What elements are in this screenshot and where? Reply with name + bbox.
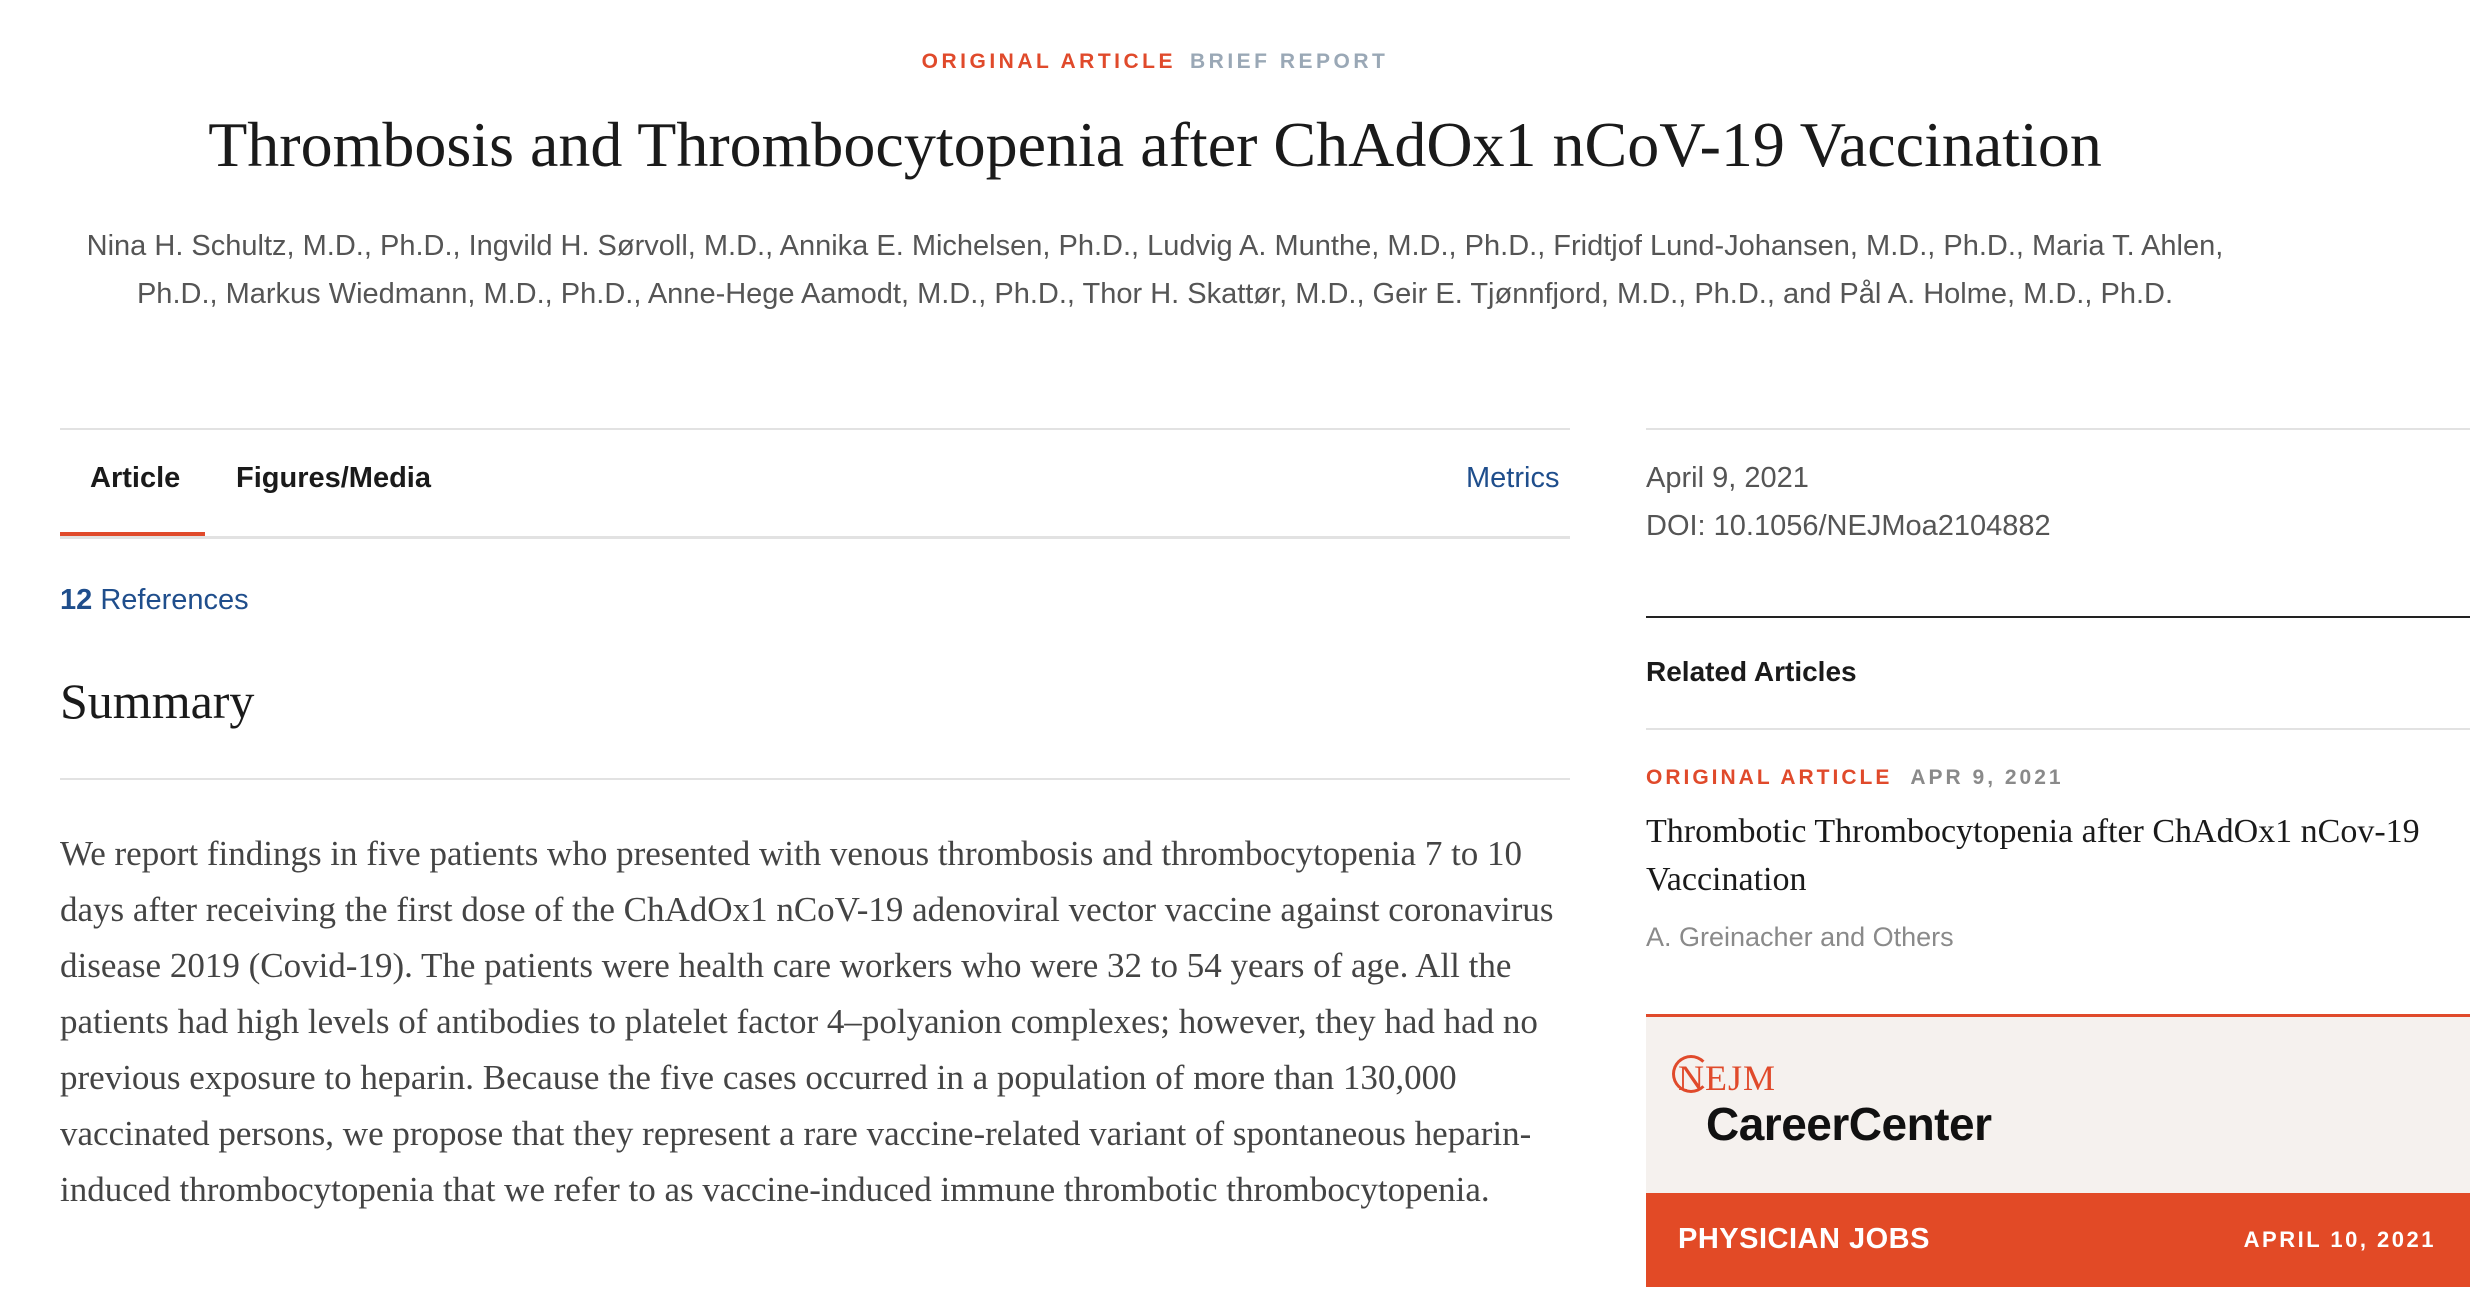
author-list[interactable]: Nina H. Schultz, M.D., Ph.D., Ingvild H. Sørvoll, M.D., Annika E. Michelsen, Ph.D., Ludvig A. Munthe, M.D., Ph.D., Fridtjof Lund-Johansen, M.D., Ph.D., Maria T. Ahlen, Ph.D., Markus Wiedmann, M.D., Ph.D., Anne-Hege Aamodt, M.D., Ph.D., Thor H. Skattør, M.D., Geir E. Tjønnfjord, M.D., Ph.D., and Pål A. Holme, M.D., Ph.D. <box>86 230 2224 310</box>
doi: DOI: 10.1056/NEJMoa2104882 <box>1646 510 2051 542</box>
active-tab-indicator <box>60 532 205 536</box>
references-link[interactable] <box>60 584 249 617</box>
metrics-link[interactable]: Metrics <box>1466 462 1560 494</box>
article-type-label[interactable]: ORIGINAL ARTICLE <box>921 50 1176 73</box>
references-count: 12 <box>60 584 93 616</box>
summary-divider <box>60 778 1570 780</box>
career-center-ad[interactable] <box>1646 1014 2470 1284</box>
publication-date: April 9, 2021 <box>1646 462 1809 494</box>
sidebar-divider-dark <box>1646 616 2470 618</box>
references-label: References <box>100 584 249 616</box>
related-article-kicker <box>1646 766 2064 790</box>
top-divider-right <box>1646 428 2470 430</box>
tabs-divider <box>60 536 1570 539</box>
related-article-type[interactable]: ORIGINAL ARTICLE <box>1646 766 1893 789</box>
related-article-authors: A. Greinacher and Others <box>1646 922 1954 952</box>
top-divider-left <box>60 428 1570 430</box>
physician-jobs-label: PHYSICIAN JOBS <box>1678 1223 1930 1255</box>
related-article-title[interactable]: Thrombotic Thrombocytopenia after ChAdOx1 nCov-19 Vaccination <box>1646 813 2420 898</box>
tab-article[interactable]: Article <box>90 462 181 494</box>
related-articles-heading: Related Articles <box>1646 656 1857 687</box>
summary-text: We report findings in five patients who presented with venous thrombosis and thrombocytopenia 7 to 10 days after receiving the first dose of the ChAdOx1 nCoV-19 adenoviral vector vaccine against coronavirus disease 2019 (Covid-19). The patients were health care workers who were 32 to 54 years of age. All the patients had high levels of antibodies to platelet factor 4–polyanion complexes; however, they had had no previous exposure to heparin. Because the five cases occurred in a population of more than 130,000 vaccinated persons, we propose that they represent a rare vaccine-related variant of spontaneous heparin-induced thrombocytopenia that we refer to as vaccine-induced immune thrombotic thrombocytopenia. <box>60 834 1554 1209</box>
nejm-logo <box>1678 1057 1776 1099</box>
physician-jobs-date: APRIL 10, 2021 <box>2243 1227 2436 1252</box>
related-article-date: APR 9, 2021 <box>1910 766 2064 789</box>
career-center-name: CareerCenter <box>1706 1098 1992 1150</box>
nejm-logo-ring-icon <box>1672 1055 1710 1093</box>
physician-jobs-bar[interactable] <box>1646 1193 2470 1287</box>
nejm-logo-text: NEJM <box>1678 1058 1777 1098</box>
tab-figures-media[interactable]: Figures/Media <box>236 462 431 494</box>
summary-heading: Summary <box>60 673 255 729</box>
related-divider <box>1646 728 2470 730</box>
article-subtype-label[interactable]: BRIEF REPORT <box>1190 50 1389 73</box>
article-title: Thrombosis and Thrombocytopenia after ChAdOx1 nCoV-19 Vaccination <box>208 109 2102 180</box>
article-type-kicker <box>0 50 2310 74</box>
